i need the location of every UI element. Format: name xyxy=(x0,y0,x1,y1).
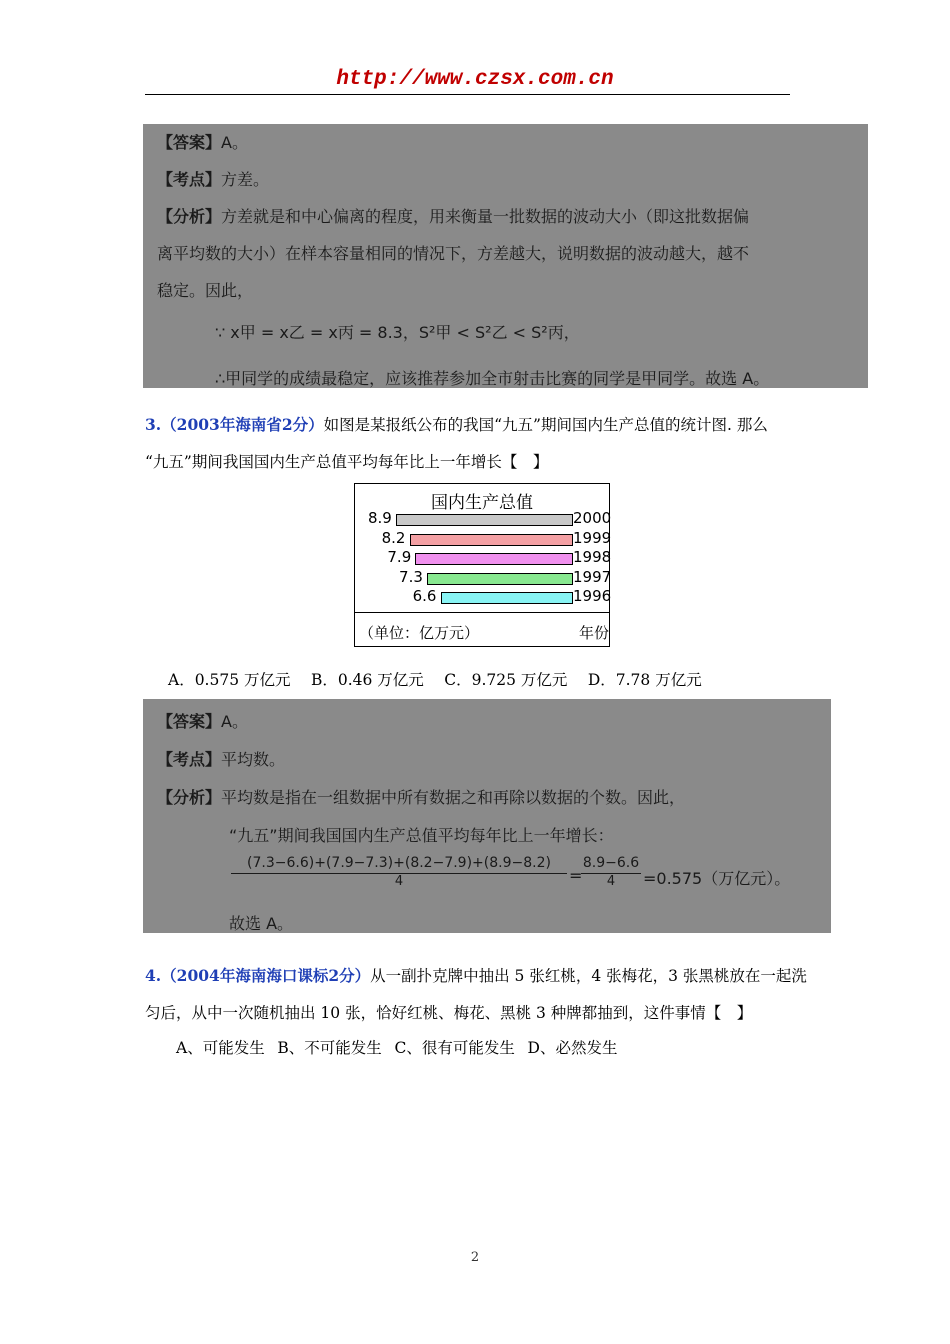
chart-value-label: 8.9 xyxy=(368,509,392,527)
chart-value-label: 7.9 xyxy=(387,548,412,566)
chart-value-label: 6.6 xyxy=(412,587,437,605)
question-3-line-2: “九五”期间我国国内生产总值平均每年比上一年增长【 】 xyxy=(145,453,549,471)
analysis-label: 【分析】 xyxy=(157,207,222,226)
analysis-line: “九五”期间我国国内生产总值平均每年比上一年增长： xyxy=(229,826,614,845)
point-label: 【考点】 xyxy=(157,750,222,769)
conclusion-line: 故选 A。 xyxy=(229,914,294,933)
point-label: 【考点】 xyxy=(157,170,222,189)
chart-category-label: 1999 xyxy=(573,528,612,547)
answer-text: A。 xyxy=(221,712,248,731)
chart-bar xyxy=(410,534,573,546)
option-c[interactable]: C、很有可能发生 xyxy=(394,1039,515,1057)
header-divider xyxy=(145,94,790,95)
question-4-options xyxy=(176,1036,617,1058)
question-3-number: 3.（2003年海南省2分） xyxy=(145,415,324,434)
question-4-number: 4.（2004年海南海口课标2分） xyxy=(145,966,371,985)
point-text: 平均数。 xyxy=(221,750,286,769)
variance-formula: ∵ x甲 = x乙 = x丙 = 8.3，S²甲 < S²乙 < S²丙， xyxy=(215,323,580,342)
result-text: =0.575（万亿元）。 xyxy=(643,869,791,888)
analysis-line: 稳定。因此， xyxy=(157,281,254,300)
chart-category-label: 1997 xyxy=(573,567,612,586)
chart-footer-divider xyxy=(355,612,609,613)
chart-category-label: 1998 xyxy=(573,548,612,566)
fraction-numerator: 8.9−6.6 xyxy=(581,855,641,874)
gdp-bar-chart xyxy=(354,483,610,647)
answer-box-1 xyxy=(143,124,868,388)
chart-bar xyxy=(427,573,573,585)
fraction-denominator: 4 xyxy=(606,874,616,889)
chart-bar xyxy=(441,592,573,604)
analysis-line: 平均数是指在一组数据中所有数据之和再除以数据的个数。因此， xyxy=(221,788,686,807)
fraction-denominator: 4 xyxy=(394,874,404,889)
fraction-numerator: (7.3−6.6)+(7.9−7.3)+(8.2−7.9)+(8.9−8.2) xyxy=(231,855,567,874)
question-3-line-1: 3.（2003年海南省2分）如图是某报纸公布的我国“九五”期间国内生产总值的统计图. 那么 xyxy=(145,415,768,434)
chart-category-axis-label: 年份 xyxy=(578,624,609,642)
answer-text: A。 xyxy=(221,133,248,152)
chart-category-label: 2000 xyxy=(573,509,612,527)
question-4-line-2: 匀后，从中一次随机抽出 10 张，恰好红桃、梅花、黑桃 3 种牌都抽到，这件事情【 】 xyxy=(145,1004,753,1022)
page-number: 2 xyxy=(470,1250,480,1265)
mean-growth-fraction xyxy=(231,855,567,889)
option-c[interactable]: C．9.725 万亿元 xyxy=(444,671,568,689)
chart-category-label: 1996 xyxy=(573,587,612,605)
option-b[interactable]: B、不可能发生 xyxy=(277,1039,382,1057)
conclusion-line: ∴甲同学的成绩最稳定，应该推荐参加全市射击比赛的同学是甲同学。故选 A。 xyxy=(215,369,770,388)
option-d[interactable]: D．7.78 万亿元 xyxy=(587,671,702,689)
chart-bar xyxy=(396,514,573,526)
header-url-link[interactable]: http://www.czsx.com.cn xyxy=(336,68,614,91)
point-text: 方差。 xyxy=(221,170,270,189)
chart-title: 国内生产总值 xyxy=(431,493,533,513)
analysis-line: 方差就是和中心偏离的程度，用来衡量一批数据的波动大小（即这批数据偏 xyxy=(221,207,750,226)
question-4-line-1: 4.（2004年海南海口课标2分）从一副扑克牌中抽出 5 张红桃，4 张梅花，3 张黑桃放在一起洗 xyxy=(145,966,807,985)
chart-unit-label: （单位：亿万元） xyxy=(359,624,480,642)
analysis-label: 【分析】 xyxy=(157,788,222,807)
question-3-options xyxy=(168,668,702,690)
option-d[interactable]: D、必然发生 xyxy=(527,1039,618,1057)
chart-value-label: 7.3 xyxy=(399,567,423,586)
option-a[interactable]: A、可能发生 xyxy=(176,1039,265,1057)
chart-bar xyxy=(415,553,573,565)
answer-box-2: 【答案】A。 【考点】平均数。 【分析】平均数是指在一组数据中所有数据之和再除以数据的个数。因此， “九五”期间我国国内生产总值平均每年比上一年增长： $\frac{(7.3-6.6)+(7.9-7.3)+(8.2-7.9)+(8.9-8.2)}{4}$ = $\frac{8.9-6.6}{4}$ =0.575（万亿元）。 故选 A。 xyxy=(143,699,831,933)
chart-value-label: 8.2 xyxy=(381,528,406,547)
answer-label: 【答案】 xyxy=(157,712,222,731)
analysis-line: 离平均数的大小）在样本容量相同的情况下，方差越大，说明数据的波动越大，越不 xyxy=(157,244,750,263)
option-b[interactable]: B．0.46 万亿元 xyxy=(310,671,424,689)
answer-label: 【答案】 xyxy=(157,133,222,152)
simplified-fraction xyxy=(581,855,641,889)
option-a[interactable]: A．0.575 万亿元 xyxy=(168,671,291,689)
